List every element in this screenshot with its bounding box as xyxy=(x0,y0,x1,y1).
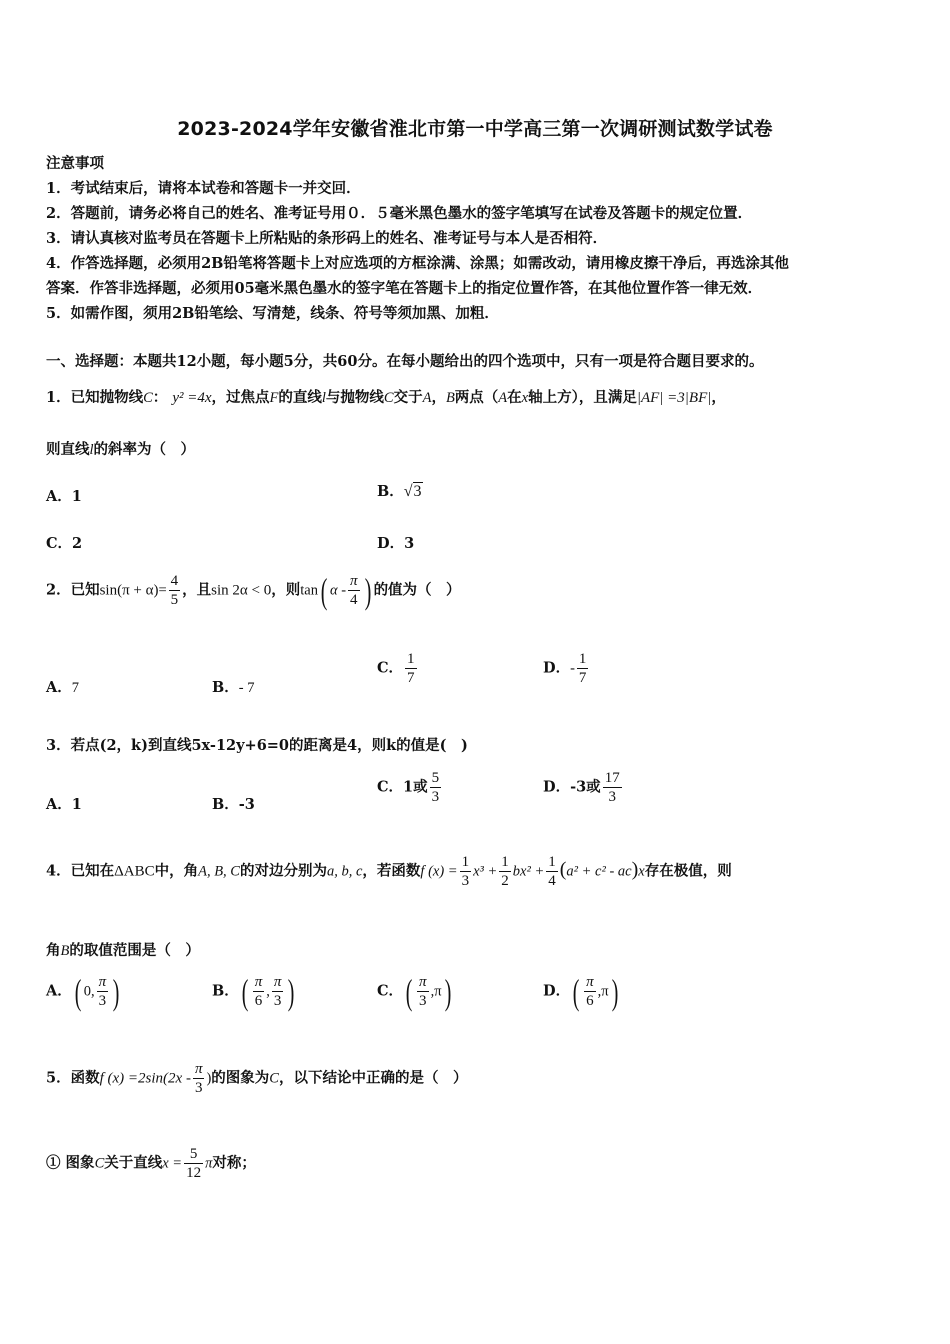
question-3-stem: 3．若点(2，k)到直线5x-12y+6=0的距离是4，则k的值是( ) xyxy=(46,737,468,754)
note-item: 4．作答选择题，必须用2B铅笔将答题卡上对应选项的方框涂满、涂黑；如需改动，请用橡皮擦干净后，再选涂其他 xyxy=(46,255,789,272)
q2-option-a[interactable]: A．7 xyxy=(46,679,80,696)
q3-option-b[interactable]: B．-3 xyxy=(212,796,255,813)
q4-option-c[interactable]: C．( $\frac{\pi}{3}$ ,π) xyxy=(377,971,451,1012)
q4-option-d[interactable]: D．( $\frac{\pi}{6}$ ,π) xyxy=(543,971,618,1012)
notes-heading: 注意事项 xyxy=(46,155,104,172)
question-5-stem: 5．函数f (x) =2sin(2x - $\frac{\pi}{3}$ )的图象为C，以下结论中正确的是（ ） xyxy=(46,1061,468,1096)
note-item: 2．答题前，请务必将自己的姓名、准考证号用０．５毫米黑色墨水的签字笔填写在试卷及答题卡的规定位置． xyxy=(46,205,753,222)
q3-option-d[interactable]: D．-3或 $\frac{17}{3}$ xyxy=(543,770,620,805)
note-item: 5．如需作图，须用2B铅笔绘、写清楚，线条、符号等须加黑、加粗． xyxy=(46,305,499,322)
q4-option-b[interactable]: B．( $\frac{\pi}{6}$ , $\frac{\pi}{3}$ ) xyxy=(212,971,295,1012)
question-4-stem-line2: 角B的取值范围是（ ） xyxy=(46,942,200,959)
q2-option-d[interactable]: D．- $\frac{1}{7}$ xyxy=(543,651,587,686)
section-heading: 一、选择题：本题共12小题，每小题5分，共60分。在每小题给出的四个选项中，只有一项是符合题目要求的。 xyxy=(46,353,764,370)
q2-option-b[interactable]: B．- 7 xyxy=(212,679,255,696)
q2-option-c[interactable]: C． $\frac{1}{7}$ xyxy=(377,651,415,686)
q4-option-a[interactable]: A．( 0, $\frac{\pi}{3}$ ) xyxy=(46,971,120,1012)
exam-title: 2023-2024学年安徽省淮北市第一中学高三第一次调研测试数学试卷 xyxy=(177,118,773,140)
question-4-stem: 4．已知在ΔABC中，角A, B, C的对边分别为a, b, c，若函数f (x) = $\frac{1}{3}$ x³ + $\frac{1}{2}$ bx² + $\frac{1}{4}$ (a² + c² - ac)x存在极值，则 xyxy=(46,854,732,889)
note-item: 答案．作答非选择题，必须用05毫米黑色墨水的签字笔在答题卡上的指定位置作答，在其他位置作答一律无效． xyxy=(46,280,763,297)
q3-option-a[interactable]: A．1 xyxy=(46,796,82,813)
question-2-stem: 2．已知sin(π + α)= $\frac{4}{5}$ ，且sin 2α < 0，则tan( α - $\frac{\pi}{4}$ ) 的值为（ ） xyxy=(46,570,461,611)
q1-option-a[interactable]: A．1 xyxy=(46,488,82,505)
note-item: 3．请认真核对监考员在答题卡上所粘贴的条形码上的姓名、准考证号与本人是否相符． xyxy=(46,230,608,247)
parabola-equation: y² =4x xyxy=(172,390,212,406)
q1-option-d[interactable]: D．3 xyxy=(377,535,415,552)
q1-option-b[interactable]: B．√3 xyxy=(377,483,422,500)
q3-option-c[interactable]: C．1或 $\frac{5}{3}$ xyxy=(377,770,440,805)
note-item: 1．考试结束后，请将本试卷和答题卡一并交回． xyxy=(46,180,361,197)
distance-condition: |AF| =3|BF| xyxy=(636,390,712,406)
question-5-item-1: ① 图象C关于直线x = $\frac{5}{12}$ π对称； xyxy=(46,1146,256,1181)
q1-option-c[interactable]: C．2 xyxy=(46,535,83,552)
question-1-stem: 1．已知抛物线C： y² =4x，过焦点F的直线l与抛物线C交于A，B两点（A在x轴上方），且满足|AF| =3|BF|， xyxy=(46,389,726,406)
question-1-stem-line2: 则直线l的斜率为（ ） xyxy=(46,441,196,458)
